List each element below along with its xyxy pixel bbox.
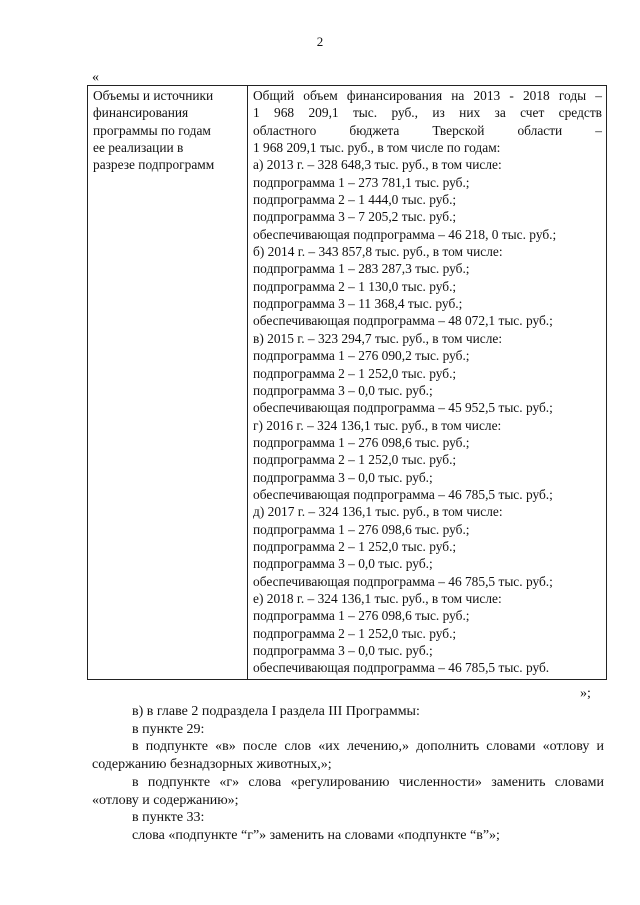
content-line: подпрограмма 1 – 276 098,6 тыс. руб.; <box>253 608 470 624</box>
paragraph: в) в главе 2 подраздела I раздела III Программы: <box>132 704 420 719</box>
content-line: д) 2017 г. – 324 136,1 тыс. руб., в том числе: <box>253 504 503 520</box>
paragraph: в пункте 29: <box>132 721 205 737</box>
content-line: подпрограмма 3 – 0,0 тыс. руб.; <box>253 556 433 572</box>
content-line: обеспечивающая подпрограмма – 46 218, 0 тыс. руб.; <box>253 226 557 242</box>
closing-quote: »; <box>580 686 591 701</box>
table-content-cell <box>248 86 607 680</box>
content-line: г) 2016 г. – 324 136,1 тыс. руб., в том числе: <box>253 417 502 433</box>
paragraph: в подпункте «г» слова «регулированию численности» заменить словами «отлову и содержанию»; <box>92 774 604 808</box>
content-line: подпрограмма 2 – 1 252,0 тыс. руб.; <box>253 625 457 641</box>
content-line: а) 2013 г. – 328 648,3 тыс. руб., в том числе: <box>253 157 502 173</box>
content-line: подпрограмма 2 – 1 444,0 тыс. руб.; <box>253 192 457 208</box>
content-line: обеспечивающая подпрограмма – 46 785,5 тыс. руб.; <box>253 486 553 502</box>
content-line: Общий объем финансирования на 2013 - 2018 годы – <box>253 88 602 103</box>
paragraph: в подпункте «в» после слов «их лечению,» дополнить словами «отлову и содержанию безнадзорных животных,»; <box>92 739 604 773</box>
content-line: подпрограмма 1 – 283 287,3 тыс. руб.; <box>253 261 470 277</box>
content-line: 1 968 209,1 тыс. руб., из них за счет средств <box>253 105 602 121</box>
content-line: подпрограмма 3 – 0,0 тыс. руб.; <box>253 643 433 658</box>
content-line: подпрограмма 1 – 273 781,1 тыс. руб.; <box>253 174 470 190</box>
content-line: подпрограмма 3 – 0,0 тыс. руб.; <box>253 382 433 398</box>
content-line: обеспечивающая подпрограмма – 46 785,5 тыс. руб.; <box>253 573 553 589</box>
content-line: подпрограмма 2 – 1 252,0 тыс. руб.; <box>253 538 457 554</box>
content-line: обеспечивающая подпрограмма – 45 952,5 тыс. руб.; <box>253 400 553 416</box>
content-line: б) 2014 г. – 343 857,8 тыс. руб., в том числе: <box>253 244 503 260</box>
content-line: подпрограмма 3 – 11 368,4 тыс. руб.; <box>253 296 463 312</box>
table-label-text: Объемы и источники финансирования программы по годам ее реализации в разрезе подпрограмм <box>93 88 215 173</box>
content-line: е) 2018 г. – 324 136,1 тыс. руб., в том числе: <box>253 590 502 606</box>
content-line: подпрограмма 2 – 1 130,0 тыс. руб.; <box>253 278 457 294</box>
table-row <box>88 86 607 680</box>
content-line: подпрограмма 3 – 0,0 тыс. руб.; <box>253 469 433 485</box>
paragraph: в пункте 33: <box>132 810 205 826</box>
content-line: подпрограмма 2 – 1 252,0 тыс. руб.; <box>253 452 457 468</box>
content-line: областного бюджета Тверской области – <box>253 122 602 138</box>
table-label-cell <box>88 86 248 680</box>
opening-quote: « <box>92 70 99 85</box>
content-line: подпрограмма 1 – 276 098,6 тыс. руб.; <box>253 434 470 450</box>
content-line: 1 968 209,1 тыс. руб., в том числе по годам: <box>253 140 501 156</box>
amendment-text <box>92 703 604 845</box>
financing-table <box>87 85 607 680</box>
content-line: обеспечивающая подпрограмма – 46 785,5 тыс. руб. <box>253 660 550 676</box>
content-line: подпрограмма 1 – 276 098,6 тыс. руб.; <box>253 521 470 537</box>
content-line: подпрограмма 3 – 7 205,2 тыс. руб.; <box>253 209 457 225</box>
content-line: в) 2015 г. – 323 294,7 тыс. руб., в том числе: <box>253 330 503 346</box>
content-line: обеспечивающая подпрограмма – 48 072,1 тыс. руб.; <box>253 313 553 329</box>
page-number: 2 <box>316 34 324 49</box>
content-line: подпрограмма 1 – 276 090,2 тыс. руб.; <box>253 348 470 364</box>
paragraph: слова «подпункте “г”» заменить на словами «подпункте “в”»; <box>132 827 500 843</box>
content-line: подпрограмма 2 – 1 252,0 тыс. руб.; <box>253 365 457 381</box>
